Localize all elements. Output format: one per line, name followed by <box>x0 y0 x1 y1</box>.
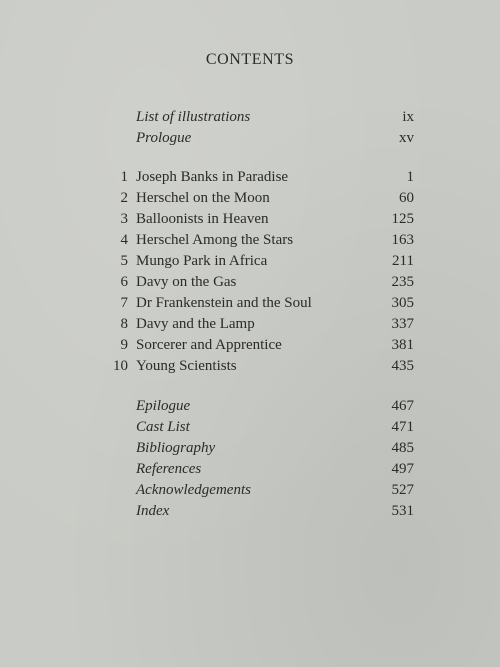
page-title: CONTENTS <box>205 51 295 68</box>
toc-entry-index <box>100 501 414 521</box>
toc-entry-epilogue <box>100 396 414 416</box>
toc-page-number: 381 <box>391 337 414 353</box>
chapter-title: Joseph Banks in Paradise <box>136 169 289 185</box>
chapter-number: 5 <box>120 253 128 269</box>
toc-entry-acknowledgements <box>100 480 414 500</box>
chapter-number: 1 <box>120 169 128 185</box>
chapter-number: 3 <box>120 211 128 227</box>
chapter-number: 2 <box>120 190 128 206</box>
toc-entry-bibliography <box>100 438 414 458</box>
toc-page-number: 305 <box>391 295 414 311</box>
toc-label: List of illustrations <box>136 109 251 125</box>
toc-chapter-7 <box>100 293 414 313</box>
toc-page-number: 125 <box>391 211 414 227</box>
toc-label: Cast List <box>136 419 190 435</box>
toc-chapter-3 <box>100 209 414 229</box>
toc-page-number: 527 <box>391 482 414 498</box>
toc-page-number: 471 <box>391 419 414 435</box>
toc-entry-references <box>100 459 414 479</box>
chapter-title: Young Scientists <box>136 358 237 374</box>
toc-label: Prologue <box>136 130 192 146</box>
toc-page-number: 211 <box>392 253 414 269</box>
chapter-title: Davy on the Gas <box>136 274 237 290</box>
chapter-title: Mungo Park in Africa <box>136 253 268 269</box>
toc-entry-cast-list <box>100 417 414 437</box>
toc-chapter-8 <box>100 314 414 334</box>
toc-label: References <box>136 461 202 477</box>
toc-chapter-1 <box>100 167 414 187</box>
toc-chapter-9 <box>100 335 414 355</box>
chapter-number: 8 <box>120 316 128 332</box>
toc-page-number: ix <box>402 109 414 125</box>
chapter-number: 4 <box>120 232 128 248</box>
chapter-title: Davy and the Lamp <box>136 316 255 332</box>
chapter-title: Sorcerer and Apprentice <box>136 337 282 353</box>
toc-entry-list-of-illustrations <box>100 107 414 127</box>
toc-page-number: 497 <box>391 461 414 477</box>
chapter-number: 9 <box>120 337 128 353</box>
toc-chapter-5 <box>100 251 414 271</box>
toc-chapter-6 <box>100 272 414 292</box>
toc-page-number: xv <box>399 130 414 146</box>
toc-page-number: 467 <box>391 398 414 414</box>
toc-page-number: 531 <box>391 503 414 519</box>
toc-page-number: 60 <box>399 190 414 206</box>
toc-page-number: 235 <box>391 274 414 290</box>
chapter-title: Herschel Among the Stars <box>136 232 294 248</box>
toc-label: Epilogue <box>136 398 191 414</box>
chapter-title: Herschel on the Moon <box>136 190 270 206</box>
toc-chapter-10 <box>100 356 414 376</box>
toc-page-number: 337 <box>391 316 414 332</box>
toc-label: Index <box>136 503 170 519</box>
toc-label: Bibliography <box>136 440 216 456</box>
toc-page-number: 485 <box>391 440 414 456</box>
chapter-number: 10 <box>113 358 128 374</box>
chapter-title: Dr Frankenstein and the Soul <box>136 295 312 311</box>
toc-chapter-2 <box>100 188 414 208</box>
toc-page-number: 435 <box>391 358 414 374</box>
toc-page-number: 1 <box>406 169 414 185</box>
chapter-number: 6 <box>120 274 128 290</box>
toc-page-number: 163 <box>391 232 414 248</box>
chapter-number: 7 <box>120 295 128 311</box>
toc-chapter-4 <box>100 230 414 250</box>
toc-label: Acknowledgements <box>136 482 251 498</box>
toc-entry-prologue <box>100 128 414 148</box>
chapter-title: Balloonists in Heaven <box>136 211 269 227</box>
